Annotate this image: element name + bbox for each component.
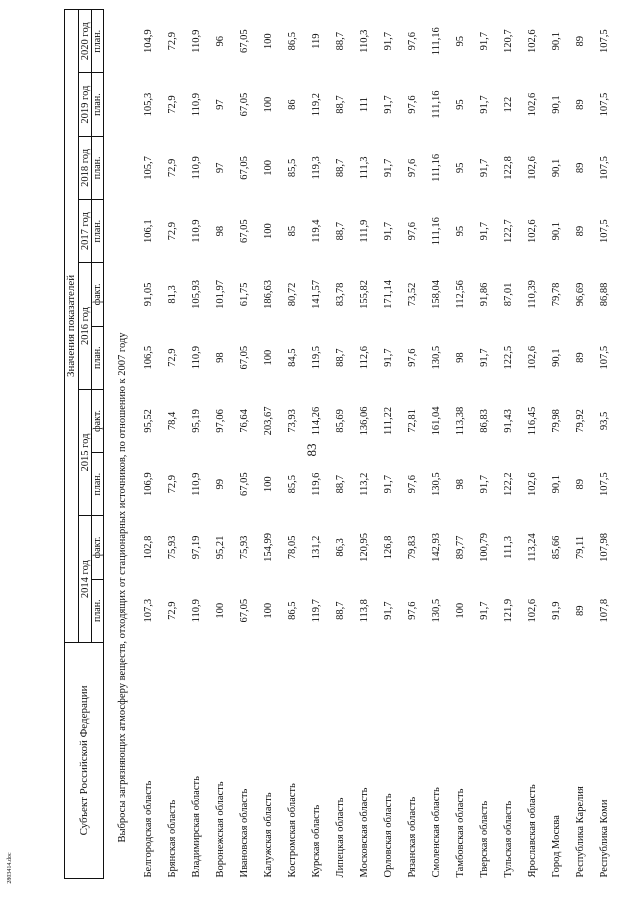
value-cell: 79,11 bbox=[574, 535, 586, 560]
table-row bbox=[520, 10, 544, 879]
value-cell: 130,5 bbox=[430, 345, 442, 370]
value-cell: 100 bbox=[262, 602, 274, 619]
value-cell: 136,06 bbox=[358, 406, 370, 436]
value-cell: 86,88 bbox=[598, 282, 610, 307]
value-cell: 98 bbox=[454, 352, 466, 363]
value-cell: 97,6 bbox=[406, 475, 418, 494]
table-row bbox=[544, 10, 568, 879]
fact-subheader: факт. bbox=[92, 263, 104, 326]
value-cell: 88,7 bbox=[334, 221, 346, 241]
value-cell: 100 bbox=[454, 602, 466, 619]
plan-subheader: план. bbox=[92, 10, 104, 73]
value-cell: 89 bbox=[574, 225, 586, 237]
year-header: 2019 год bbox=[79, 73, 92, 136]
value-cell: 100 bbox=[262, 33, 274, 50]
value-cell: 80,72 bbox=[286, 282, 298, 307]
value-cell: 171,14 bbox=[382, 279, 394, 309]
value-cell: 89 bbox=[574, 478, 586, 490]
plan-subheader: план. bbox=[92, 136, 104, 199]
value-cell: 90,1 bbox=[550, 95, 562, 114]
value-cell: 95,21 bbox=[214, 535, 226, 560]
table-row bbox=[448, 10, 472, 879]
value-cell: 73,52 bbox=[406, 282, 418, 307]
value-cell: 106,5 bbox=[142, 345, 154, 370]
value-cell: 72,9 bbox=[166, 475, 178, 494]
value-cell: 107,98 bbox=[598, 533, 610, 562]
value-cell: 155,82 bbox=[358, 279, 370, 309]
value-cell: 126,8 bbox=[382, 535, 394, 560]
table-row bbox=[328, 10, 352, 879]
value-cell: 122,8 bbox=[502, 156, 514, 180]
value-cell: 102,6 bbox=[526, 472, 538, 497]
value-cell: 106,1 bbox=[142, 219, 154, 243]
value-cell: 102,6 bbox=[526, 345, 538, 370]
year-header: 2016 год bbox=[79, 263, 92, 390]
value-cell: 122,2 bbox=[502, 472, 514, 497]
value-cell: 203,67 bbox=[262, 406, 274, 436]
value-cell: 107,5 bbox=[598, 29, 610, 54]
value-cell: 79,83 bbox=[406, 535, 418, 560]
region-name: Ярославская область bbox=[526, 784, 538, 878]
table-row bbox=[472, 10, 496, 879]
plan-subheader: план. bbox=[92, 200, 104, 263]
value-cell: 72,81 bbox=[406, 409, 418, 433]
value-cell: 67,05 bbox=[238, 156, 250, 180]
value-cell: 72,9 bbox=[166, 601, 178, 620]
region-name: Липецкая область bbox=[334, 797, 346, 878]
page-number: 83 bbox=[304, 443, 319, 457]
value-cell: 85,5 bbox=[286, 158, 298, 178]
region-name: Рязанская область bbox=[406, 796, 418, 878]
value-cell: 119,7 bbox=[310, 599, 322, 623]
value-cell: 89,77 bbox=[454, 535, 466, 560]
table-row bbox=[376, 10, 400, 879]
value-cell: 105,7 bbox=[142, 156, 154, 180]
value-cell: 110,9 bbox=[190, 219, 202, 243]
table-row bbox=[568, 10, 592, 879]
region-name: Воронежская область bbox=[214, 781, 226, 878]
value-cell: 87,01 bbox=[502, 282, 514, 307]
value-cell: 113,38 bbox=[454, 406, 466, 436]
value-cell: 107,5 bbox=[598, 92, 610, 117]
value-cell: 88,7 bbox=[334, 475, 346, 494]
value-cell: 111 bbox=[358, 97, 370, 113]
value-cell: 85 bbox=[286, 225, 298, 237]
value-cell: 112,6 bbox=[358, 346, 370, 370]
value-cell: 86,5 bbox=[286, 32, 298, 51]
value-cell: 88,7 bbox=[334, 601, 346, 620]
table-body bbox=[104, 10, 617, 879]
values-group-header: Значения показателей bbox=[65, 10, 79, 643]
value-cell: 96 bbox=[214, 35, 226, 47]
value-cell: 130,5 bbox=[430, 472, 442, 497]
value-cell: 83,78 bbox=[334, 282, 346, 307]
value-cell: 98 bbox=[214, 225, 226, 237]
value-cell: 97,6 bbox=[406, 221, 418, 241]
value-cell: 119,2 bbox=[310, 92, 322, 117]
value-cell: 61,75 bbox=[238, 282, 250, 307]
value-cell: 110,39 bbox=[526, 280, 538, 309]
value-cell: 67,05 bbox=[238, 92, 250, 117]
year-header: 2020 год bbox=[79, 10, 92, 73]
value-cell: 95 bbox=[454, 35, 466, 47]
value-cell: 91,86 bbox=[478, 282, 490, 307]
value-cell: 91,7 bbox=[478, 601, 490, 620]
region-name: Московская область bbox=[358, 787, 370, 878]
value-cell: 91,7 bbox=[382, 158, 394, 178]
value-cell: 91,9 bbox=[550, 601, 562, 620]
region-name: Город Москва bbox=[550, 815, 562, 878]
value-cell: 97 bbox=[214, 162, 226, 174]
value-cell: 119,5 bbox=[310, 346, 322, 370]
value-cell: 111,16 bbox=[430, 153, 442, 182]
value-cell: 88,7 bbox=[334, 158, 346, 178]
value-cell: 122 bbox=[502, 96, 514, 113]
value-cell: 116,45 bbox=[526, 406, 538, 436]
value-cell: 91,7 bbox=[478, 95, 490, 114]
value-cell: 67,05 bbox=[238, 345, 250, 370]
value-cell: 111,16 bbox=[430, 90, 442, 119]
value-cell: 67,05 bbox=[238, 219, 250, 243]
value-cell: 86 bbox=[286, 99, 298, 110]
value-cell: 90,1 bbox=[550, 348, 562, 367]
value-cell: 111,3 bbox=[358, 156, 370, 180]
value-cell: 100 bbox=[262, 349, 274, 366]
value-cell: 91,7 bbox=[382, 601, 394, 620]
value-cell: 107,8 bbox=[598, 598, 610, 623]
value-cell: 141,57 bbox=[310, 279, 322, 309]
value-cell: 76,64 bbox=[238, 409, 250, 433]
value-cell: 91,05 bbox=[142, 282, 154, 307]
year-header: 2015 год bbox=[79, 389, 92, 516]
value-cell: 102,6 bbox=[526, 219, 538, 243]
value-cell: 91,7 bbox=[382, 221, 394, 241]
table-row bbox=[304, 10, 328, 879]
indicator-table bbox=[64, 9, 616, 879]
value-cell: 110,9 bbox=[190, 472, 202, 496]
value-cell: 120,95 bbox=[358, 533, 370, 562]
value-cell: 95 bbox=[454, 99, 466, 110]
value-cell: 122,5 bbox=[502, 345, 514, 370]
value-cell: 102,6 bbox=[526, 156, 538, 180]
table-row bbox=[280, 10, 304, 879]
value-cell: 78,4 bbox=[166, 411, 178, 431]
value-cell: 100 bbox=[262, 96, 274, 113]
plan-subheader: план. bbox=[92, 73, 104, 136]
region-name: Курская область bbox=[310, 804, 322, 878]
region-name: Республика Карелия bbox=[574, 786, 586, 878]
region-name: Орловская область bbox=[382, 793, 394, 878]
value-cell: 97,6 bbox=[406, 32, 418, 51]
value-cell: 102,8 bbox=[142, 535, 154, 560]
value-cell: 112,56 bbox=[454, 280, 466, 309]
value-cell: 75,93 bbox=[166, 535, 178, 560]
value-cell: 79,78 bbox=[550, 282, 562, 307]
table-row bbox=[256, 10, 280, 879]
value-cell: 111,3 bbox=[502, 536, 514, 559]
region-name: Белгородская область bbox=[142, 780, 154, 878]
value-cell: 72,9 bbox=[166, 95, 178, 114]
value-cell: 89 bbox=[574, 605, 586, 616]
value-cell: 142,93 bbox=[430, 533, 442, 562]
value-cell: 130,5 bbox=[430, 598, 442, 623]
region-name: Брянская область bbox=[166, 799, 178, 878]
value-cell: 86,3 bbox=[334, 538, 346, 557]
value-cell: 102,6 bbox=[526, 92, 538, 117]
value-cell: 98 bbox=[454, 478, 466, 490]
value-cell: 97,6 bbox=[406, 158, 418, 178]
value-cell: 110,3 bbox=[358, 29, 370, 53]
fact-subheader: факт. bbox=[92, 516, 104, 579]
value-cell: 91,7 bbox=[478, 221, 490, 241]
value-cell: 91,7 bbox=[478, 475, 490, 494]
value-cell: 122,7 bbox=[502, 219, 514, 243]
value-cell: 97,19 bbox=[190, 535, 202, 560]
value-cell: 114,26 bbox=[310, 406, 322, 436]
value-cell: 110,9 bbox=[190, 29, 202, 53]
value-cell: 72,9 bbox=[166, 348, 178, 367]
value-cell: 85,5 bbox=[286, 475, 298, 494]
value-cell: 75,93 bbox=[238, 535, 250, 560]
value-cell: 91,7 bbox=[382, 32, 394, 51]
value-cell: 90,1 bbox=[550, 475, 562, 494]
table-row bbox=[184, 10, 208, 879]
value-cell: 100,79 bbox=[478, 533, 490, 562]
value-cell: 97,6 bbox=[406, 601, 418, 620]
region-name: Тамбовская область bbox=[454, 788, 466, 878]
region-name: Республика Коми bbox=[598, 799, 610, 878]
value-cell: 90,1 bbox=[550, 32, 562, 51]
value-cell: 119 bbox=[310, 33, 322, 49]
value-cell: 89 bbox=[574, 99, 586, 110]
value-cell: 100 bbox=[214, 602, 226, 619]
value-cell: 100 bbox=[262, 476, 274, 493]
value-cell: 95 bbox=[454, 162, 466, 174]
value-cell: 158,04 bbox=[430, 279, 442, 309]
value-cell: 72,9 bbox=[166, 32, 178, 51]
value-cell: 154,99 bbox=[262, 533, 274, 562]
value-cell: 78,05 bbox=[286, 535, 298, 560]
value-cell: 90,1 bbox=[550, 221, 562, 241]
value-cell: 90,1 bbox=[550, 158, 562, 178]
rotated-table-page bbox=[64, 9, 614, 879]
value-cell: 107,5 bbox=[598, 219, 610, 243]
region-name: Тульская область bbox=[502, 800, 514, 878]
value-cell: 107,5 bbox=[598, 156, 610, 180]
value-cell: 105,93 bbox=[190, 279, 202, 309]
value-cell: 72,9 bbox=[166, 158, 178, 178]
table-row bbox=[160, 10, 184, 879]
table-row bbox=[352, 10, 376, 879]
value-cell: 111,16 bbox=[430, 27, 442, 56]
value-cell: 102,6 bbox=[526, 598, 538, 623]
document-footer: 2803414.doc bbox=[7, 852, 13, 884]
value-cell: 67,05 bbox=[238, 29, 250, 54]
region-name: Смоленская область bbox=[430, 787, 442, 878]
value-cell: 119,6 bbox=[310, 472, 322, 496]
value-cell: 120,7 bbox=[502, 29, 514, 54]
value-cell: 72,9 bbox=[166, 221, 178, 241]
value-cell: 107,3 bbox=[142, 598, 154, 623]
value-cell: 91,43 bbox=[502, 409, 514, 433]
table-row bbox=[400, 10, 424, 879]
value-cell: 91,7 bbox=[478, 348, 490, 367]
value-cell: 121,9 bbox=[502, 598, 514, 623]
value-cell: 97 bbox=[214, 99, 226, 110]
value-cell: 98 bbox=[214, 352, 226, 363]
value-cell: 67,05 bbox=[238, 598, 250, 623]
value-cell: 89 bbox=[574, 162, 586, 174]
region-name: Ивановская область bbox=[238, 788, 250, 878]
subject-header: Субъект Российской Федерации bbox=[65, 642, 104, 878]
value-cell: 91,7 bbox=[478, 32, 490, 51]
value-cell: 88,7 bbox=[334, 95, 346, 114]
value-cell: 110,9 bbox=[190, 346, 202, 370]
value-cell: 105,3 bbox=[142, 92, 154, 117]
section-title: Выбросы загрязняющих атмосферу веществ, отходящих от стационарных источников, по отношению к 2007 году bbox=[116, 332, 128, 843]
value-cell: 86,83 bbox=[478, 409, 490, 433]
value-cell: 102,6 bbox=[526, 29, 538, 54]
value-cell: 110,9 bbox=[190, 599, 202, 623]
value-cell: 111,22 bbox=[382, 406, 394, 435]
value-cell: 85,69 bbox=[334, 409, 346, 433]
value-cell: 89 bbox=[574, 35, 586, 47]
value-cell: 113,2 bbox=[358, 472, 370, 496]
value-cell: 88,7 bbox=[334, 348, 346, 367]
value-cell: 100 bbox=[262, 160, 274, 176]
value-cell: 106,9 bbox=[142, 472, 154, 497]
value-cell: 186,63 bbox=[262, 279, 274, 309]
value-cell: 119,4 bbox=[310, 219, 322, 243]
value-cell: 107,5 bbox=[598, 345, 610, 370]
value-cell: 111,16 bbox=[430, 217, 442, 246]
value-cell: 104,9 bbox=[142, 29, 154, 54]
fact-subheader: факт. bbox=[92, 389, 104, 452]
year-header: 2017 год bbox=[79, 200, 92, 263]
table-row bbox=[592, 10, 616, 879]
value-cell: 113,24 bbox=[526, 533, 538, 562]
table-row bbox=[232, 10, 256, 879]
value-cell: 79,98 bbox=[550, 409, 562, 433]
value-cell: 161,04 bbox=[430, 406, 442, 436]
value-cell: 111,9 bbox=[358, 219, 370, 243]
value-cell: 67,05 bbox=[238, 472, 250, 497]
value-cell: 100 bbox=[262, 223, 274, 240]
value-cell: 95,19 bbox=[190, 409, 202, 433]
value-cell: 95,52 bbox=[142, 409, 154, 433]
value-cell: 113,8 bbox=[358, 599, 370, 623]
value-cell: 93,5 bbox=[598, 411, 610, 431]
value-cell: 79,92 bbox=[574, 409, 586, 433]
value-cell: 73,93 bbox=[286, 409, 298, 433]
year-header: 2018 год bbox=[79, 136, 92, 199]
value-cell: 91,7 bbox=[382, 348, 394, 367]
region-name: Владимирская область bbox=[190, 776, 202, 878]
plan-subheader: план. bbox=[92, 579, 104, 642]
value-cell: 88,7 bbox=[334, 32, 346, 51]
value-cell: 86,5 bbox=[286, 601, 298, 620]
value-cell: 97,6 bbox=[406, 348, 418, 367]
value-cell: 91,7 bbox=[382, 475, 394, 494]
value-cell: 85,66 bbox=[550, 535, 562, 560]
value-cell: 110,9 bbox=[190, 156, 202, 180]
table-row bbox=[136, 10, 160, 879]
table-row bbox=[424, 10, 448, 879]
value-cell: 119,3 bbox=[310, 156, 322, 180]
region-name: Костромская область bbox=[286, 783, 298, 878]
region-name: Тверская область bbox=[478, 800, 490, 878]
value-cell: 91,7 bbox=[478, 158, 490, 178]
value-cell: 131,2 bbox=[310, 535, 322, 560]
plan-subheader: план. bbox=[92, 453, 104, 516]
region-name: Калужская область bbox=[262, 792, 274, 878]
table-row bbox=[208, 10, 232, 879]
value-cell: 96,69 bbox=[574, 282, 586, 307]
year-header: 2014 год bbox=[79, 516, 92, 643]
value-cell: 91,7 bbox=[382, 95, 394, 114]
value-cell: 107,5 bbox=[598, 472, 610, 497]
value-cell: 95 bbox=[454, 225, 466, 237]
value-cell: 110,9 bbox=[190, 92, 202, 117]
value-cell: 89 bbox=[574, 352, 586, 363]
value-cell: 84,5 bbox=[286, 348, 298, 367]
plan-subheader: план. bbox=[92, 326, 104, 389]
value-cell: 101,97 bbox=[214, 279, 226, 309]
value-cell: 97,6 bbox=[406, 95, 418, 114]
table-row bbox=[496, 10, 520, 879]
value-cell: 81,3 bbox=[166, 285, 178, 304]
value-cell: 99 bbox=[214, 478, 226, 490]
value-cell: 97,06 bbox=[214, 409, 226, 433]
